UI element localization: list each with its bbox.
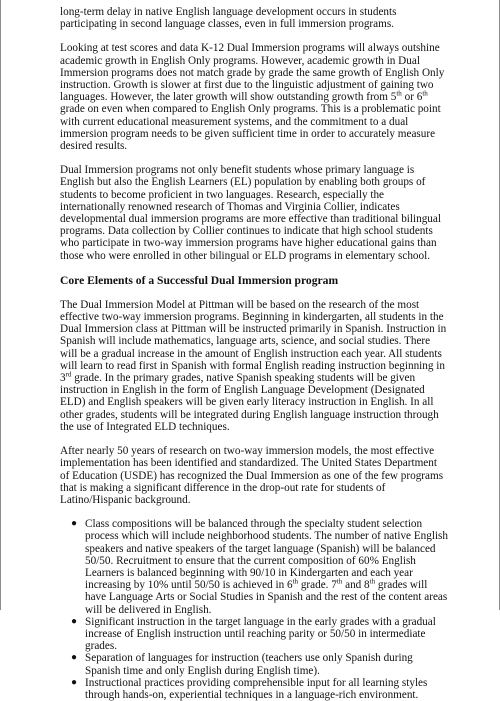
list-item [71,615,448,653]
text-segment: Looking at test scores and data K-12 Dual Immersion programs will always outshine academic growth in English Only programs. However, academic growth in Dual Immersion programs does not match grade by grade the same growth of English Only instruction. Growth is slower at first due to the linguistic adjustment of gaining two languages. However, the later growth will show outstanding growth from 5 [60,42,445,104]
superscript: th [336,577,343,586]
paragraph-immersion-delay: long-term delay in native English language development occurs in students participating in second language classes, even in full immersion programs. [60,6,397,31]
bullet-icon: ● [71,676,78,688]
text-segment: grade. In the primary grades, native Spanish speaking students will be given instruction in English in the form of English Language Development (Designated ELD) and English speakers will be given early literacy instruction in English. In all other grades, students will be integrated during English language instruction through the use of Integrated ELD techniques. [60,372,439,433]
text-segment: The Dual Immersion Model at Pittman will be based on the research of the most effective two-way immersion programs. Beginning in kindergarten, all students in the Dual Immersion class at Pittman will be instructed primarily in Spanish. Instruction in Spanish will include mathematics, language arts, science, and social studies. There will be a gradual increase in the amount of English instruction each year. All students will learn to read first in Spanish with formal English reading instruction beginning in 3 [60,298,447,385]
bullet-icon: ● [71,652,78,664]
text-segment: grade. 7 [298,579,337,592]
paragraph-test-scores [60,42,448,152]
list-item [71,676,448,701]
text-segment: Class compositions will be balanced through the specialty student selection process which will include neighborhood students. The number of native English speakers and native speakers of the target language (Spanish) will be balanced 50/50. Recruitment to ensure that the current composition of 60% English Learners is balanced beginning with 90/10 in Kindergarten and each year increasing by 10% until 50/50 is achieved in 6 [85,518,449,592]
superscript: th [369,577,376,586]
superscript: th [396,89,402,98]
paragraph-dual-immersion-model [60,299,448,433]
bullet-icon: ● [71,518,78,530]
paragraph-dual-immersion-benefits: Dual Immersion programs not only benefit students whose primary language is English but also the English Learners (EL) population by enabling both groups of students to become proficient in two languages. Research, especially the internationally renowned research of Thomas and Virginia Collier, indicates developmental dual immersion programs are more effective than traditional bilingual programs. Data collection by Collier continues to indicate that high school students who participate in two-way immersion programs have higher educational gains than those who were enrolled in other bilingual or ELD programs in elementary school. [60,164,441,262]
superscript: th [292,577,299,586]
paragraph-research-history: After nearly 50 years of research on two-way immersion models, the most effective implementation has been identified and standardized. The United States Department of Education (USDE) has recognized the Dual Immersion as one of the few programs that is making a significant difference in the drop-out rate for students of Latino/Hispanic background. [60,445,444,506]
list-item-text: Instructional practices providing comprehensible input for all learning styles through hands-on, experiential techniques in a language-rich environment. [85,676,428,701]
list-item [71,652,448,677]
superscript: rd [65,370,72,379]
list-item [71,518,449,616]
text-segment: and 8 [342,579,370,592]
list-item-text: Separation of languages for instruction (teachers use only Spanish during Spanish time and only English during English time). [85,652,413,677]
bullet-icon: ● [71,615,78,627]
text-segment: grades will have Language Arts or Social Studies in Spanish and the rest of the content areas will be delivered in English. [85,579,448,616]
superscript: th [422,89,428,98]
document-body [60,6,448,701]
list-item-text: Significant instruction in the target language in the early grades with a gradual increase of English instruction until reaching parity or 50/50 in intermediate grades. [85,615,436,653]
text-segment: or 6 [401,91,423,104]
text-segment: grade on even when compared to English Only programs. This is a problematic point with current educational measurement systems, and the commitment to a dual immersion program needs to be given sufficient time in order to accurately measure desired results. [60,103,441,153]
section-heading: Core Elements of a Successful Dual Immersion program [60,273,339,287]
